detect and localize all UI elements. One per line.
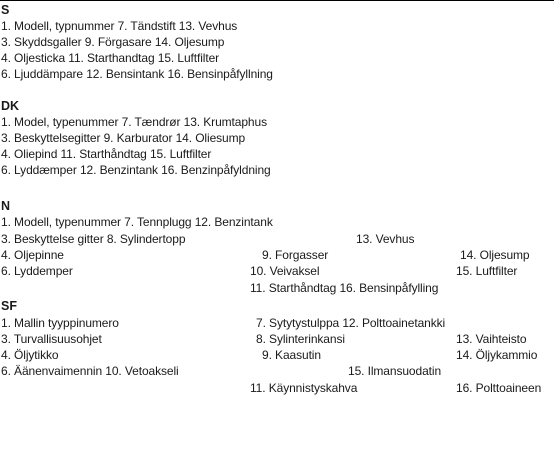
legend-item: 6. Äänenvaimennin 10. Vetoakseli: [1, 364, 179, 378]
legend-item: 10. Veivaksel: [250, 264, 320, 278]
legend-line: 3. Beskyttelsegitter 9. Karburator 14. Oliesump: [1, 131, 246, 145]
section-heading-sf: SF: [1, 299, 17, 313]
legend-item: 11. Käynnistyskahva: [250, 381, 358, 395]
legend-item: 8. Sylinterinkansi: [256, 332, 345, 346]
legend-line: 1. Model, typenummer 7. Tændrør 13. Krumtaphus: [1, 115, 267, 129]
legend-item: 6. Lyddemper: [1, 264, 73, 278]
legend-item: 14. Oljesump: [460, 248, 530, 262]
legend-line: 6. Lyddæmper 12. Benzintank 16. Benzinpåfyldning: [1, 163, 271, 177]
top-rule: [0, 0, 554, 1]
legend-line: 6. Ljuddämpare 12. Bensintank 16. Bensinpåfyllning: [1, 67, 273, 81]
section-heading-dk: DK: [1, 99, 20, 113]
legend-item: 15. Ilmansuodatin: [348, 364, 442, 378]
legend-line: 1. Modell, typnummer 7. Tändstift 13. Vevhus: [1, 19, 238, 33]
legend-line: 3. Skyddsgaller 9. Förgasare 14. Oljesump: [1, 35, 225, 49]
legend-item: 9. Kaasutin: [262, 348, 321, 362]
section-heading-n: N: [1, 199, 11, 213]
legend-item: 13. Vevhus: [356, 232, 415, 246]
legend-item: 14. Öljykammio: [456, 348, 538, 362]
legend-line: 11. Starthåndtag 16. Bensinpåfylling: [250, 281, 439, 295]
legend-item: 13. Vaihteisto: [456, 332, 527, 346]
legend-item: 1. Mallin tyyppinumero: [1, 316, 119, 330]
section-heading-s: S: [1, 3, 10, 17]
legend-item: 15. Luftfilter: [456, 264, 518, 278]
legend-item: 9. Forgasser: [262, 248, 329, 262]
legend-item: 4. Oljepinne: [1, 248, 64, 262]
legend-item: 16. Polttoaineen: [456, 381, 542, 395]
legend-line: 4. Oljesticka 11. Starthandtag 15. Luftfilter: [1, 51, 220, 65]
legend-item: 7. Sytytystulppa 12. Polttoainetankki: [256, 316, 446, 330]
legend-line: 4. Oliepind 11. Starthåndtag 15. Luftfilter: [1, 147, 212, 161]
legend-line: 3. Beskyttelse gitter 8. Sylindertopp: [1, 232, 186, 246]
legend-line: 1. Modell, typenummer 7. Tennplugg 12. Benzintank: [1, 215, 273, 229]
legend-item: 3. Turvallisuusohjet: [1, 332, 102, 346]
legend-item: 4. Öljytikko: [1, 348, 59, 362]
